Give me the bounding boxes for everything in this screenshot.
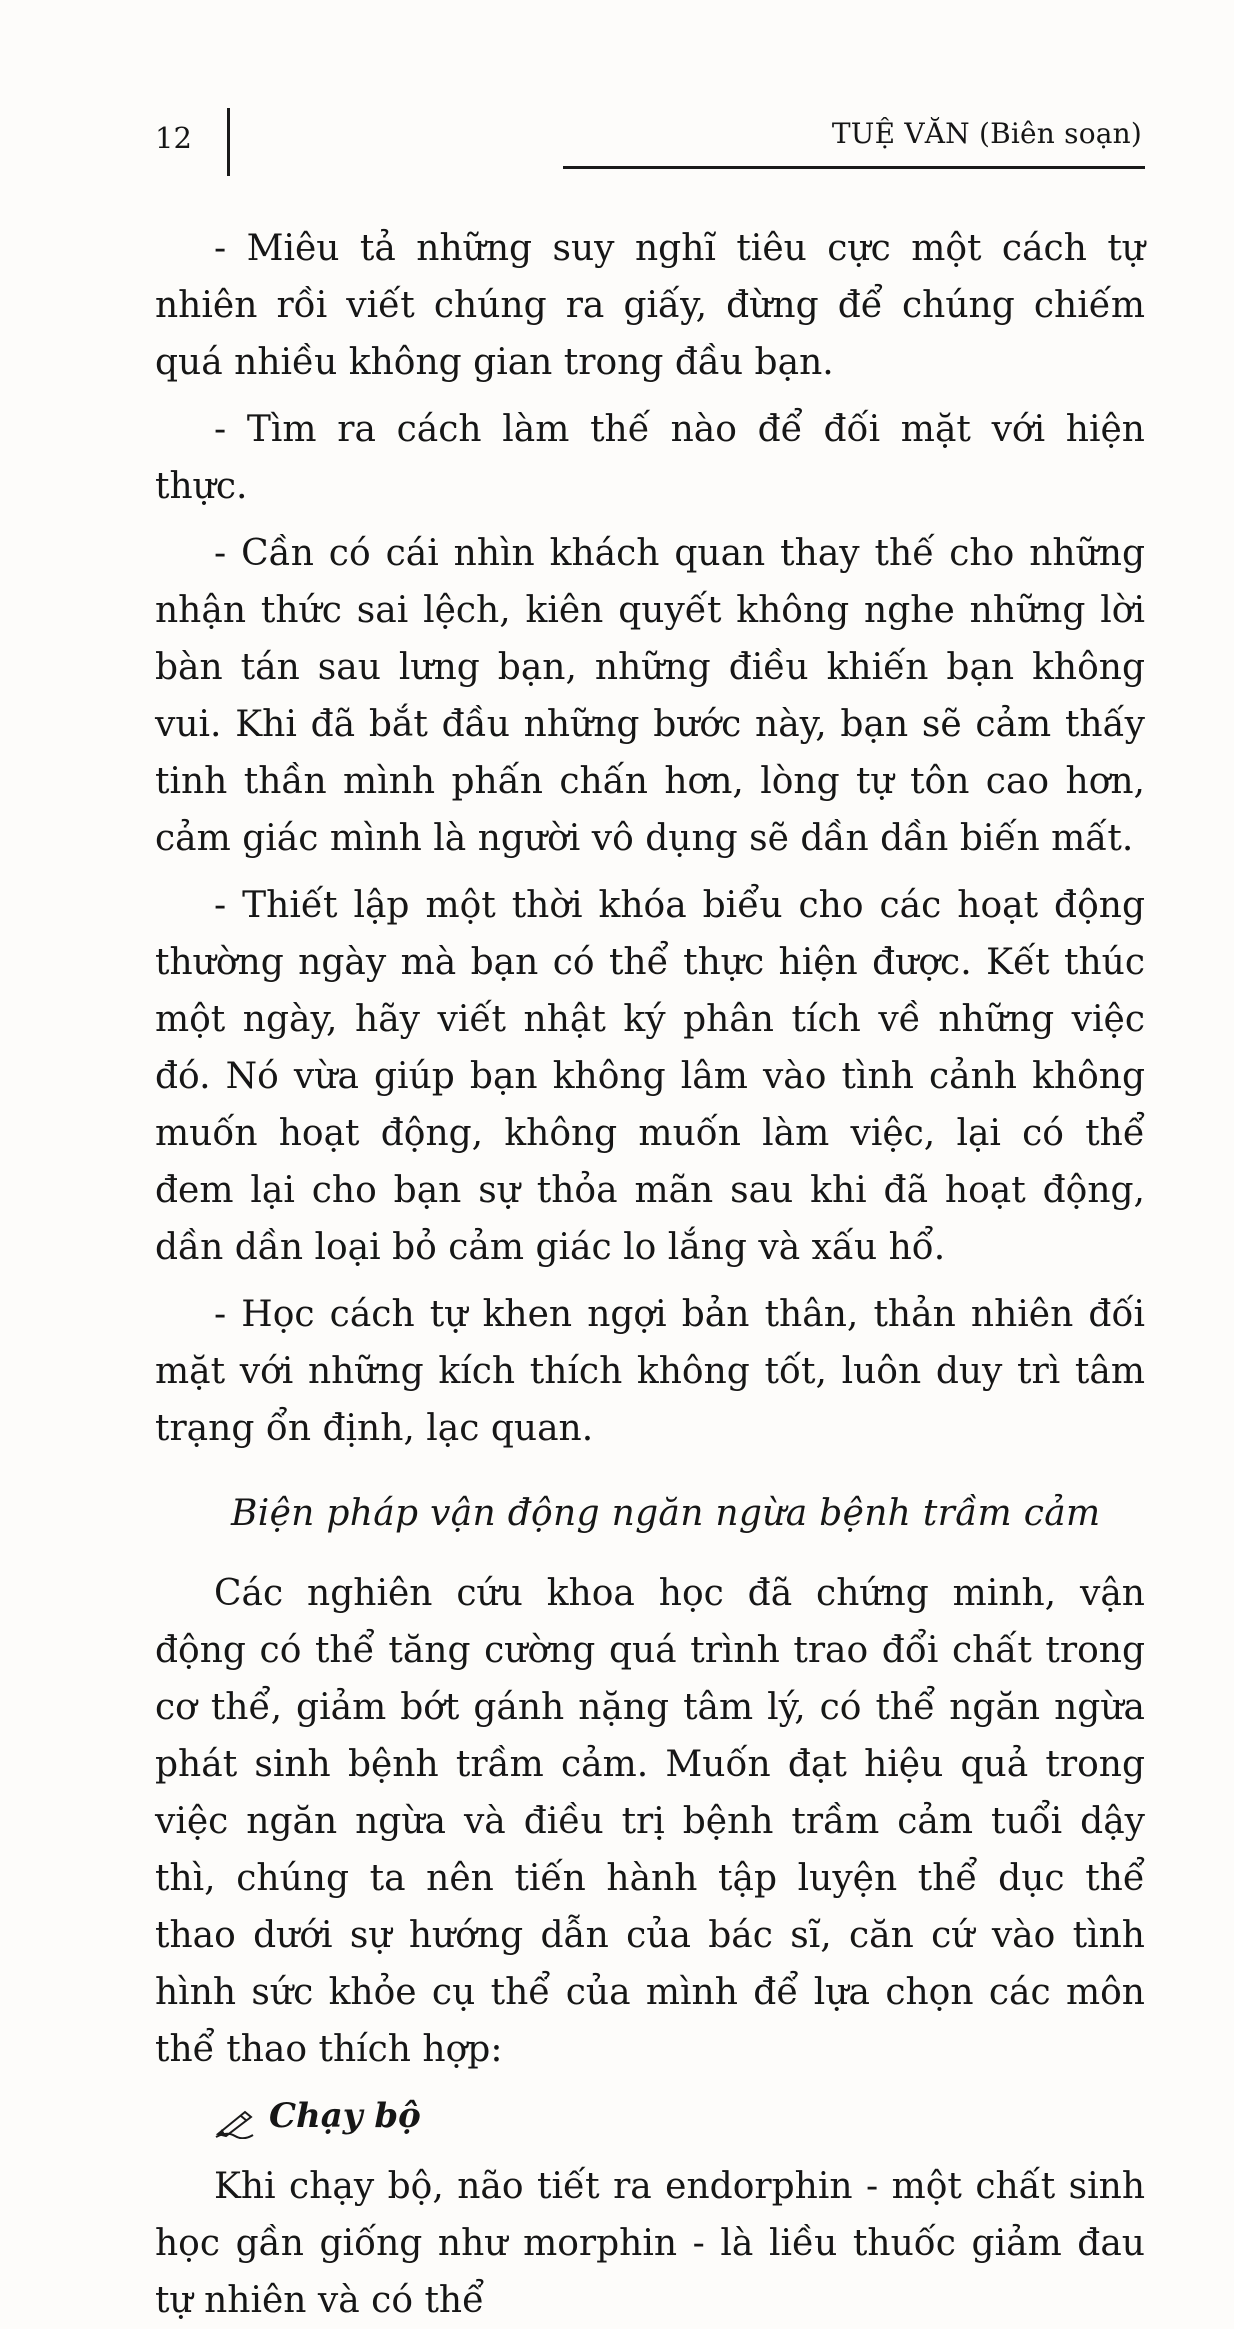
paragraph: - Thiết lập một thời khóa biểu cho các hoạt động thường ngày mà bạn có thể thực hiện được. Kết thúc một ngày, hãy viết nhật ký phân tích về những việc đó. Nó vừa giúp bạn không lâm vào tình cảnh không muốn hoạt động, không muốn làm việc, lại có thể đem lại cho bạn sự thỏa mãn sau khi đã hoạt động, dần dần loại bỏ cảm giác lo lắng và xấu hổ. — [155, 885, 1145, 1268]
page-header — [0, 0, 1234, 190]
header-rule — [563, 166, 1145, 169]
section-paragraph: Các nghiên cứu khoa học đã chứng minh, vận động có thể tăng cường quá trình trao đổi chất trong cơ thể, giảm bớt gánh nặng tâm lý, có thể ngăn ngừa phát sinh bệnh trầm cảm. Muốn đạt hiệu quả trong việc ngăn ngừa và điều trị bệnh trầm cảm tuổi dậy thì, chúng ta nên tiến hành tập luyện thể dục thể thao dưới sự hướng dẫn của bác sĩ, căn cứ vào tình hình sức khỏe cụ thể của mình để lựa chọn các môn thể thao thích hợp: — [155, 1573, 1145, 2070]
page-body — [155, 220, 1145, 2329]
section-heading: Biện pháp vận động ngăn ngừa bệnh trầm cảm — [231, 1493, 1101, 1534]
header-divider — [227, 108, 230, 176]
paragraph: - Cần có cái nhìn khách quan thay thế cho những nhận thức sai lệch, kiên quyết không nghe những lời bàn tán sau lưng bạn, những điều khiến bạn không vui. Khi đã bắt đầu những bước này, bạn sẽ cảm thấy tinh thần mình phấn chấn hơn, lòng tự tôn cao hơn, cảm giác mình là người vô dụng sẽ dần dần biến mất. — [155, 533, 1145, 859]
writing-hand-icon — [215, 2100, 255, 2132]
paragraph: Khi chạy bộ, não tiết ra endorphin - một chất sinh học gần giống như morphin - là liều thuốc giảm đau tự nhiên và có thể — [155, 2166, 1145, 2321]
paragraph: - Tìm ra cách làm thế nào để đối mặt với hiện thực. — [155, 409, 1145, 507]
sub-heading — [155, 2088, 1145, 2144]
paragraph: - Miêu tả những suy nghĩ tiêu cực một cách tự nhiên rồi viết chúng ra giấy, đừng để chúng chiếm quá nhiều không gian trong đầu bạn. — [155, 228, 1145, 383]
paragraph: - Học cách tự khen ngợi bản thân, thản nhiên đối mặt với những kích thích không tốt, luôn duy trì tâm trạng ổn định, lạc quan. — [155, 1294, 1145, 1449]
sub-heading-text: Chạy bộ — [269, 2096, 421, 2136]
running-title: TUỆ VĂN (Biên soạn) — [831, 117, 1142, 150]
page-number: 12 — [155, 121, 192, 155]
